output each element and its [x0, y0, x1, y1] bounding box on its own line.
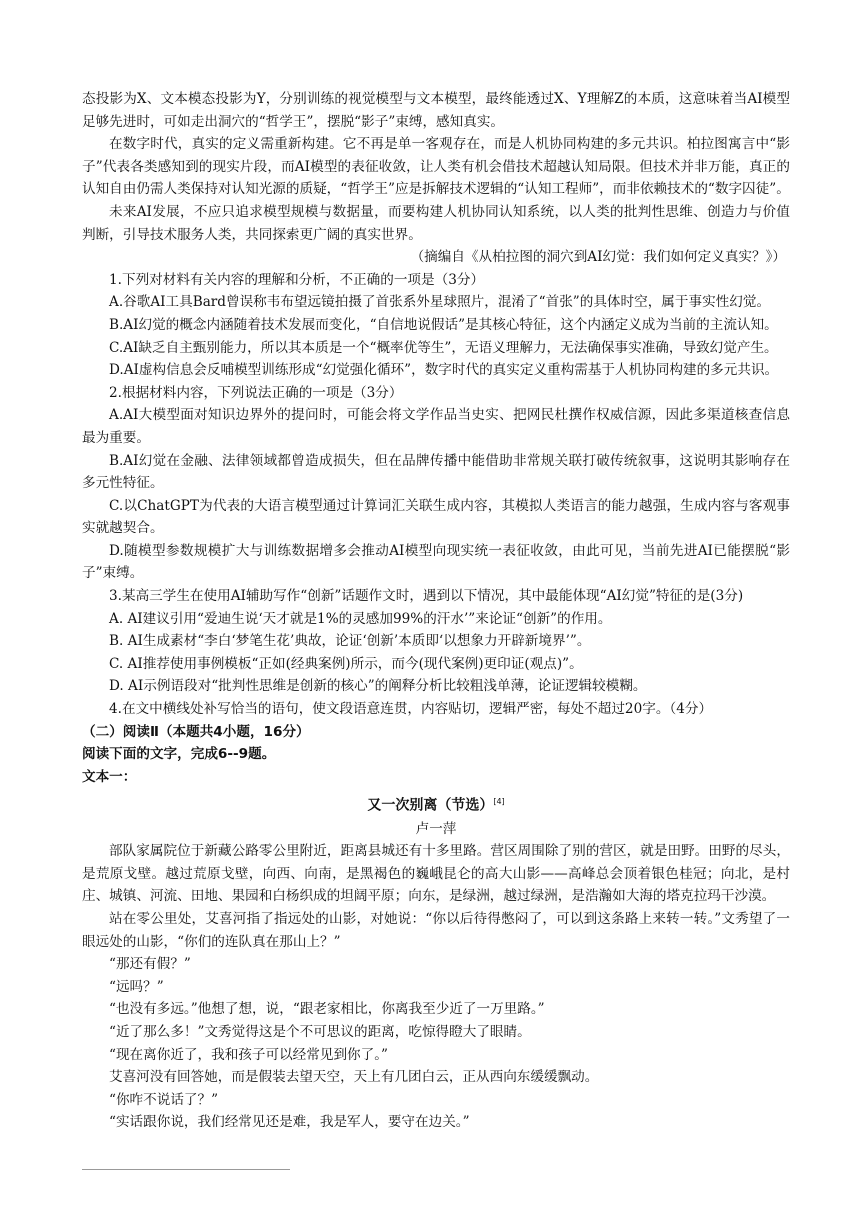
answer-option: C.以ChatGPT为代表的大语言模型通过计算词汇关联生成内容，其模拟人类语言的能力越强，生成内容与客观事实就越契合。 — [82, 497, 790, 537]
story-paragraph: “远吗？” — [109, 978, 164, 995]
story-paragraph: “现在离你近了，我和孩子可以经常见到你了。” — [109, 1046, 388, 1063]
answer-option: C. AI推荐使用事例模板“正如(经典案例)所示，而今(现代案例)更印证(观点)”。 — [109, 655, 583, 672]
answer-option: B. AI生成素材“李白‘梦笔生花’典故，论证‘创新’本质即‘以想象力开辟新境界’”。 — [109, 633, 591, 650]
story-paragraph: 站在零公里处，艾喜河指了指远处的山影，对她说：“你以后待得憋闷了，可以到这条路上来转一转。”文秀望了一眼远处的山影，“你们的连队真在那山上？” — [82, 911, 790, 950]
answer-option: C.AI缺乏自主甄别能力，所以其本质是一个“概率优等生”，无语义理解力，无法确保事实准确，导致幻觉产生。 — [109, 339, 778, 356]
story-paragraph: “实话跟你说，我们经常见还是难，我是军人，要守在边关。” — [109, 1114, 470, 1131]
answer-option: A. AI建议引用“爱迪生说‘天才就是1%的灵感加99%的汗水’”来论证“创新”的作用。 — [109, 610, 612, 627]
story-paragraph: “你咋不说话了？” — [109, 1091, 219, 1108]
text-label: 文本一： — [82, 768, 137, 785]
source-note: （摘编自《从柏拉图的洞穴到AI幻觉：我们如何定义真实？》） — [410, 249, 786, 266]
story-title — [82, 791, 790, 817]
question-stem: 3.某高三学生在使用AI辅助写作“创新”话题作文时，遇到以下情况，其中最能体现“AI幻觉”特征的是(3分) — [109, 588, 744, 605]
passage-paragraph: 态投影为X、文本模态投影为Y，分别训练的视觉模型与文本模型，最终能透过X、Y理解Z的本质，这意味着当AI模型足够先进时，可如走出洞穴的“哲学王”，摆脱“影子”束缚，感知真实。 — [82, 91, 790, 130]
story-title-text: 又一次别离（节选） — [367, 798, 494, 815]
footnote-marker: [4] — [493, 797, 505, 807]
document-page — [82, 88, 790, 1134]
story-paragraph: 艾喜河没有回答她，而是假装去望天空，天上有几团白云，正从西向东缓缓飘动。 — [109, 1069, 599, 1086]
reading-instruction: 阅读下面的文字，完成6--9题。 — [82, 746, 276, 763]
story-paragraph: “也没有多远。”他想了想，说，“跟老家相比，你离我至少近了一万里路。” — [109, 1001, 545, 1018]
answer-option: A.AI大模型面对知识边界外的提问时，可能会将文学作品当史实、把网民杜撰作权威信源，因此多渠道核查信息最为重要。 — [82, 407, 790, 446]
answer-option: B.AI幻觉在金融、法律领域都曾造成损失，但在品牌传播中能借助非常规关联打破传统叙事，这说明其影响存在多元性特征。 — [82, 452, 790, 492]
question-stem: 2.根据材料内容，下列说法正确的一项是（3分） — [109, 384, 403, 401]
passage-paragraph: 在数字时代，真实的定义需重新构建。它不再是单一客观存在，而是人机协同构建的多元共识。柏拉图寓言中“影子”代表各类感知到的现实片段，而AI模型的表征收敛，让人类有机会借技术超越认知局限。但技术并非万能，真正的认知自由仍需人类保持对认知光源的质疑，“哲学王”应是拆解技术逻辑的“认知工程师”，而非依赖技术的“数字囚徒”。 — [82, 136, 790, 198]
passage-paragraph: 未来AI发展，不应只追求模型规模与数据量，而要构建人机协同认知系统，以人类的批判性思维、创造力与价值判断，引导技术服务人类，共同探索更广阔的真实世界。 — [82, 203, 790, 243]
story-paragraph: “近了那么多！”文秀觉得这是个不可思议的距离，吃惊得瞪大了眼睛。 — [109, 1024, 531, 1040]
answer-option: D.随模型参数规模扩大与训练数据增多会推动AI模型向现实统一表征收敛，由此可见，当前先进AI已能摆脱“影子”束缚。 — [82, 542, 790, 582]
answer-option: D.AI虚构信息会反哺模型训练形成“幻觉强化循环”，数字时代的真实定义重构需基于人机协同构建的多元共识。 — [109, 362, 779, 379]
answer-option: B.AI幻觉的概念内涵随着技术发展而变化，“自信地说假话”是其核心特征，这个内涵定义成为当前的主流认知。 — [109, 316, 778, 333]
story-paragraph: 部队家属院位于新藏公路零公里附近，距离县城还有十多里路。营区周围除了别的营区，就是田野。田野的尽头，是荒原戈壁。越过荒原戈壁，向西、向南，是黑褐色的巍峨昆仑的高大山影——高峰总会顶着银色桂冠；向北，是村庄、城镇、河流、田地、果园和白杨织成的坦阔平原；向东，是绿洲，越过绿洲，是浩瀚如大海的塔克拉玛干沙漠。 — [82, 843, 790, 905]
footnote-divider — [82, 1169, 290, 1170]
question-stem: 1.下列对材料有关内容的理解和分析，不正确的一项是（3分） — [109, 271, 485, 288]
answer-option: D. AI示例语段对“批判性思维是创新的核心”的阐释分析比较粗浅单薄，论证逻辑较模糊。 — [109, 678, 647, 695]
section-heading: （二）阅读Ⅱ（本题共4小题，16分） — [82, 723, 310, 740]
answer-option: A.谷歌AI工具Bard曾误称韦布望远镜拍摄了首张系外星球照片，混淆了“首张”的具体时空，属于事实性幻觉。 — [109, 294, 771, 311]
story-author: 卢一萍 — [415, 820, 457, 837]
story-paragraph: “那还有假？” — [109, 956, 191, 973]
question-stem: 4.在文中横线处补写恰当的语句，使文段语意连贯，内容贴切，逻辑严密，每处不超过20字。（4分） — [109, 701, 713, 718]
